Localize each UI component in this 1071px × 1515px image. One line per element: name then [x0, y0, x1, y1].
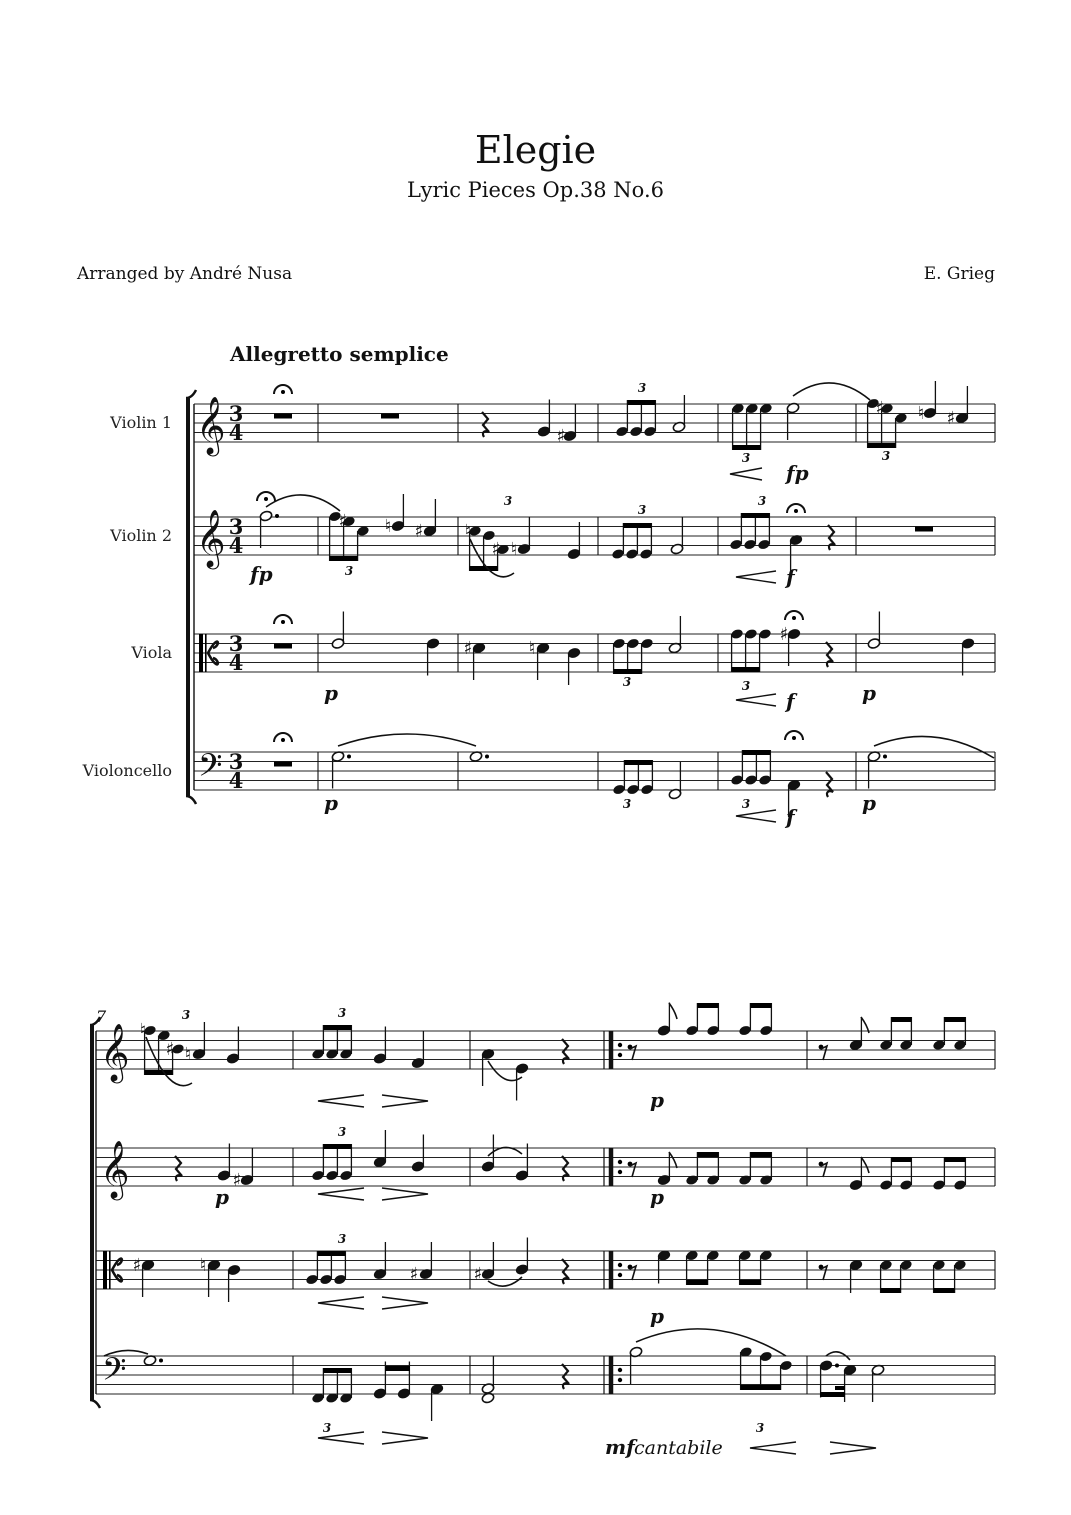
augmentation-dot [275, 514, 279, 518]
slur [793, 383, 870, 400]
crescendo-hairpin [318, 1297, 364, 1309]
whole-rest [274, 762, 292, 767]
dynamic-p: p [324, 681, 338, 705]
beam [741, 513, 769, 518]
tuplet-number: 3 [881, 449, 891, 463]
dynamic-fp: fp [250, 562, 273, 586]
repeat-dot [618, 1053, 622, 1057]
tuplet-number: 3 [741, 797, 751, 811]
slur [266, 495, 340, 511]
crescendo-hairpin [736, 694, 776, 706]
quarter-rest [175, 1156, 182, 1181]
whole-rest [381, 414, 399, 419]
beam-partial [835, 1386, 845, 1390]
time-signature-denominator: 4 [228, 650, 244, 675]
beam [627, 400, 655, 405]
bass-clef-icon: 𝄢 [198, 747, 223, 791]
augmentation-dot [485, 755, 489, 759]
beam [944, 1157, 965, 1162]
beam [891, 1017, 911, 1022]
quarter-rest [482, 412, 489, 437]
tuplet-number: 3 [637, 503, 647, 517]
arranger-credit: Arranged by André Nusa [77, 264, 293, 284]
augmentation-dot [835, 1364, 839, 1368]
beam [470, 566, 498, 571]
bass-clef-icon: 𝄢 [102, 1351, 127, 1395]
instrument-label: Viola [131, 643, 172, 662]
accidental: ♮ [917, 403, 925, 424]
beam [740, 1280, 761, 1285]
time-signature-denominator: 4 [228, 768, 244, 793]
dynamic-p: p [650, 1088, 664, 1112]
eighth-flag [669, 1152, 677, 1168]
dynamic-p: p [862, 791, 876, 815]
dynamic-f: f [786, 689, 795, 713]
beam [323, 1025, 351, 1030]
tuplet-number: 3 [741, 679, 751, 693]
diminuendo-hairpin [382, 1188, 428, 1200]
treble-clef-icon: 𝄞 [196, 509, 226, 567]
quarter-rest [562, 1364, 569, 1389]
accidental: ♯ [473, 1264, 483, 1285]
eighth-flag [669, 1003, 677, 1019]
crescendo-hairpin [318, 1095, 364, 1107]
quarter-rest [828, 525, 835, 550]
accidental: ♮ [199, 1255, 207, 1276]
accidental: ♯ [946, 408, 956, 429]
tuplet-number: 3 [741, 451, 751, 465]
beam [624, 760, 652, 765]
dynamic-p: p [215, 1185, 229, 1209]
accidental: ♯ [556, 426, 566, 447]
crescendo-hairpin [750, 1442, 796, 1454]
beam [944, 1017, 965, 1022]
treble-clef-icon: 𝄞 [100, 1023, 130, 1081]
beam [742, 750, 770, 755]
repeat-dot [618, 1043, 622, 1047]
tuplet-number: 3 [344, 564, 354, 578]
accidental: ♯ [414, 521, 424, 542]
time-signature-denominator: 4 [228, 533, 244, 558]
tuplet-number: 3 [337, 1232, 347, 1246]
beam [750, 1152, 771, 1157]
eighth-rest [821, 1163, 827, 1177]
beam [323, 1368, 351, 1373]
accidental: ♯ [338, 511, 348, 532]
eighth-flag [861, 1157, 869, 1173]
tuplet-number: 3 [503, 494, 513, 508]
dynamic-fp: fp [786, 461, 809, 485]
augmentation-dot [883, 755, 887, 759]
fermata-dot [794, 509, 798, 513]
time-signature-denominator: 4 [228, 420, 244, 445]
time-signature-numerator: 3 [228, 514, 244, 539]
augmentation-dot [347, 755, 351, 759]
quarter-rest [826, 642, 833, 667]
tuplet-number: 3 [622, 797, 632, 811]
slur [488, 1277, 522, 1286]
tuplet-number: 3 [337, 1006, 347, 1020]
beam [741, 1385, 781, 1390]
crescendo-hairpin [730, 468, 762, 480]
repeat-dot [618, 1368, 622, 1372]
instrument-label: Violin 1 [110, 413, 172, 432]
beam [697, 1003, 718, 1008]
beam [614, 669, 642, 674]
accidental: ♮ [510, 539, 518, 560]
accidental: ♮ [528, 638, 536, 659]
fermata-dot [792, 736, 796, 740]
diminuendo-hairpin [382, 1297, 428, 1309]
fermata-dot [281, 738, 285, 742]
beam [623, 523, 651, 528]
piece-title: Elegie [474, 128, 597, 172]
bracket-hook [186, 796, 196, 804]
whole-rest [915, 527, 933, 532]
expression-cantabile: cantabile [634, 1437, 723, 1459]
accidental: ♮ [184, 1044, 192, 1065]
beam [868, 443, 896, 448]
tempo-marking: Allegretto semplice [230, 342, 449, 366]
dynamic-mf: mf [605, 1435, 635, 1459]
accidental: ♯ [232, 1170, 242, 1191]
tuplet-number: 3 [322, 1421, 332, 1435]
repeat-dot [618, 1160, 622, 1164]
accidental: ♯ [409, 1264, 419, 1285]
alto-clef-bar [109, 1251, 111, 1289]
beam [732, 667, 760, 672]
measure-number: 7 [96, 1007, 107, 1026]
quarter-rest [562, 1039, 569, 1064]
fermata-dot [281, 620, 285, 624]
crescendo-hairpin [736, 571, 776, 583]
fermata-dot [792, 616, 796, 620]
bracket-hook [90, 1400, 100, 1408]
fermata-dot [264, 497, 268, 501]
alto-clef-icon [103, 1251, 107, 1289]
whole-rest [274, 644, 292, 649]
tuplet-number: 3 [622, 675, 632, 689]
slur [874, 736, 994, 758]
bracket-hook [186, 390, 196, 398]
dynamic-f: f [786, 805, 795, 829]
quarter-rest [826, 772, 833, 797]
instrument-label: Violoncello [82, 761, 172, 780]
time-signature-numerator: 3 [228, 401, 244, 426]
treble-clef-icon: 𝄞 [100, 1140, 130, 1198]
slur [338, 734, 476, 746]
repeat-dot [618, 1273, 622, 1277]
beam [317, 1251, 345, 1256]
alto-clef-icon [199, 634, 203, 672]
accidental: ♯ [491, 539, 501, 560]
dynamic-f: f [786, 565, 795, 589]
instrument-label: Violin 2 [110, 526, 172, 545]
tuplet-number: 3 [755, 1421, 765, 1435]
beam [323, 1144, 351, 1149]
dynamic-p: p [650, 1185, 664, 1209]
diminuendo-hairpin [382, 1095, 428, 1107]
whole-rest [274, 414, 292, 419]
time-signature-numerator: 3 [228, 749, 244, 774]
augmentation-dot [159, 1359, 163, 1363]
repeat-dot [618, 1378, 622, 1382]
accidental: ♯ [132, 1255, 142, 1276]
dynamic-p: p [650, 1304, 664, 1328]
piece-subtitle: Lyric Pieces Op.38 No.6 [407, 178, 664, 202]
accidental: ♯ [463, 638, 473, 659]
accidental: ♯ [779, 624, 789, 645]
beam [145, 1070, 173, 1075]
accidental: ♮ [139, 1020, 147, 1041]
slur [636, 1329, 786, 1356]
beam [330, 556, 358, 561]
dynamic-p: p [862, 681, 876, 705]
eighth-rest [821, 1266, 827, 1280]
composer-credit: E. Grieg [923, 264, 995, 284]
accidental: ♮ [384, 516, 392, 537]
accidental: ♯ [875, 398, 885, 419]
tuplet-number: 3 [337, 1125, 347, 1139]
beam [934, 1288, 955, 1293]
tuplet-number: 3 [757, 494, 767, 508]
repeat-dot [618, 1170, 622, 1174]
repeat-dot [618, 1263, 622, 1267]
beam [385, 1366, 410, 1371]
dynamic-p: p [324, 791, 338, 815]
eighth-rest [630, 1046, 636, 1060]
time-signature-numerator: 3 [228, 631, 244, 656]
beam [697, 1152, 718, 1157]
beam [891, 1157, 911, 1162]
quarter-rest [562, 1156, 569, 1181]
tuplet-number: 3 [637, 381, 647, 395]
beam [733, 445, 761, 450]
diminuendo-hairpin [830, 1442, 876, 1454]
quarter-rest [562, 1259, 569, 1284]
crescendo-hairpin [736, 810, 776, 822]
eighth-rest [821, 1046, 827, 1060]
accidental: ♮ [464, 521, 472, 542]
tuplet-number: 3 [181, 1008, 191, 1022]
eighth-rest [630, 1163, 636, 1177]
diminuendo-hairpin [382, 1432, 428, 1444]
fermata-dot [281, 390, 285, 394]
beam [687, 1280, 708, 1285]
eighth-rest [630, 1266, 636, 1280]
treble-clef-icon: 𝄞 [196, 396, 226, 454]
beam [881, 1288, 901, 1293]
accidental: ♯ [165, 1039, 175, 1060]
beam [820, 1392, 845, 1397]
crescendo-hairpin [318, 1188, 364, 1200]
beam [750, 1003, 771, 1008]
alto-clef-bar [205, 634, 207, 672]
